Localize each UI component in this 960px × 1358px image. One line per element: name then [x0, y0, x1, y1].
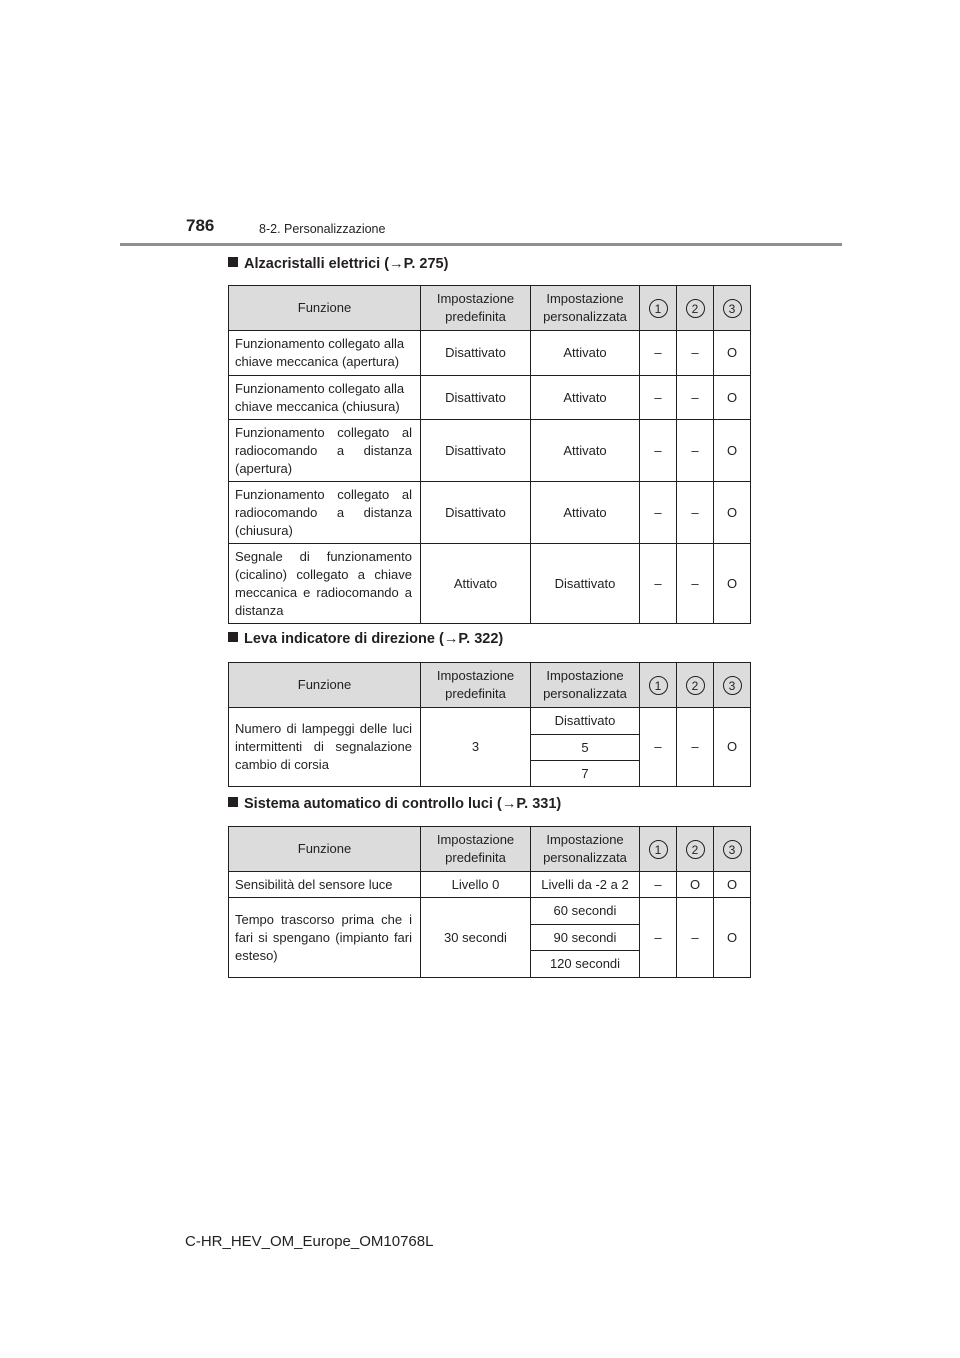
- page-reference[interactable]: P. 322: [458, 631, 499, 647]
- column-header-default: Impostazione predefinita: [421, 827, 531, 872]
- header-divider: [120, 243, 842, 246]
- cell-c2: O: [677, 872, 714, 898]
- section-auto-light-control: [228, 795, 750, 978]
- cell-c1: –: [640, 482, 677, 544]
- table-header-row: [229, 663, 751, 708]
- cell-c3: O: [714, 420, 751, 482]
- cell-function: Sensibilità del sensore luce: [229, 872, 421, 898]
- circled-number-1-icon: 1: [649, 299, 668, 318]
- column-header-1: [640, 827, 677, 872]
- column-header-function: Funzione: [229, 827, 421, 872]
- cell-c2: –: [677, 708, 714, 787]
- table-row: [229, 376, 751, 420]
- circled-number-2-icon: 2: [686, 676, 705, 695]
- cell-custom: 90 secondi: [531, 925, 640, 951]
- column-header-3: [714, 827, 751, 872]
- column-header-2: [677, 286, 714, 331]
- section-turn-signal-lever: [228, 630, 750, 787]
- section-title: Leva indicatore di direzione (→P. 322): [228, 630, 750, 648]
- column-header-2: [677, 827, 714, 872]
- cell-default: Disattivato: [421, 482, 531, 544]
- cell-function: Segnale di funzionamento (cicalino) collegato a chiave meccanica e radiocomando a distanza: [229, 544, 421, 624]
- column-header-3: [714, 286, 751, 331]
- chapter-title: 8-2. Personalizzazione: [259, 222, 386, 236]
- column-header-function: Funzione: [229, 286, 421, 331]
- page-reference[interactable]: P. 331: [516, 796, 557, 812]
- column-header-custom: Impostazione personalizzata: [531, 663, 640, 708]
- column-header-1: [640, 663, 677, 708]
- section-title: Sistema automatico di controllo luci (→P. 331): [228, 795, 750, 813]
- cell-c2: –: [677, 331, 714, 376]
- cell-default: 30 secondi: [421, 898, 531, 978]
- column-header-default: Impostazione predefinita: [421, 663, 531, 708]
- settings-table: [228, 662, 751, 787]
- cell-c3: O: [714, 331, 751, 376]
- cell-custom: Attivato: [531, 482, 640, 544]
- circled-number-1-icon: 1: [649, 676, 668, 695]
- circled-number-2-icon: 2: [686, 840, 705, 859]
- cell-c1: –: [640, 331, 677, 376]
- cell-custom: 7: [531, 761, 640, 787]
- square-bullet-icon: [228, 797, 238, 807]
- column-header-default: Impostazione predefinita: [421, 286, 531, 331]
- column-header-custom: Impostazione personalizzata: [531, 827, 640, 872]
- cell-custom: Livelli da -2 a 2: [531, 872, 640, 898]
- cell-function: Funzionamento collegato alla chiave meccanica (chiusura): [229, 376, 421, 420]
- cell-c2: –: [677, 420, 714, 482]
- cell-c1: –: [640, 544, 677, 624]
- cell-default: 3: [421, 708, 531, 787]
- cell-function: Numero di lampeggi delle luci intermittenti di segnalazione cambio di corsia: [229, 708, 421, 787]
- circled-number-3-icon: 3: [723, 676, 742, 695]
- settings-table: [228, 826, 751, 978]
- cell-function: Funzionamento collegato alla chiave meccanica (apertura): [229, 331, 421, 376]
- section-title: Alzacristalli elettrici (→P. 275): [228, 255, 750, 273]
- arrow-right-icon: →: [443, 631, 459, 647]
- square-bullet-icon: [228, 632, 238, 642]
- cell-custom: Attivato: [531, 331, 640, 376]
- cell-custom: 60 secondi: [531, 898, 640, 925]
- cell-default: Disattivato: [421, 376, 531, 420]
- column-header-3: [714, 663, 751, 708]
- cell-default: Disattivato: [421, 331, 531, 376]
- circled-number-3-icon: 3: [723, 840, 742, 859]
- table-row: [229, 420, 751, 482]
- cell-c2: –: [677, 898, 714, 978]
- cell-function: Funzionamento collegato al radiocomando a distanza (apertura): [229, 420, 421, 482]
- page-reference[interactable]: P. 275: [403, 256, 444, 272]
- cell-custom: 5: [531, 735, 640, 761]
- settings-table: [228, 285, 751, 624]
- cell-c2: –: [677, 482, 714, 544]
- cell-c1: –: [640, 898, 677, 978]
- cell-c3: O: [714, 544, 751, 624]
- cell-c1: –: [640, 420, 677, 482]
- table-row: [229, 544, 751, 624]
- column-header-function: Funzione: [229, 663, 421, 708]
- table-row: [229, 482, 751, 544]
- cell-custom: Disattivato: [531, 544, 640, 624]
- cell-c1: –: [640, 708, 677, 787]
- circled-number-2-icon: 2: [686, 299, 705, 318]
- cell-c1: –: [640, 872, 677, 898]
- page-number: 786: [186, 216, 215, 235]
- arrow-right-icon: →: [389, 256, 404, 272]
- cell-default: Attivato: [421, 544, 531, 624]
- manual-code: C-HR_HEV_OM_Europe_OM10768L: [185, 1233, 434, 1250]
- cell-default: Disattivato: [421, 420, 531, 482]
- cell-custom: Disattivato: [531, 708, 640, 735]
- cell-c3: O: [714, 872, 751, 898]
- table-row: [229, 872, 751, 898]
- cell-c3: O: [714, 482, 751, 544]
- column-header-2: [677, 663, 714, 708]
- table-header-row: [229, 286, 751, 331]
- circled-number-1-icon: 1: [649, 840, 668, 859]
- table-header-row: [229, 827, 751, 872]
- cell-c2: –: [677, 376, 714, 420]
- cell-custom: 120 secondi: [531, 951, 640, 978]
- cell-custom: Attivato: [531, 420, 640, 482]
- cell-custom: Attivato: [531, 376, 640, 420]
- table-row: [229, 898, 751, 925]
- cell-default: Livello 0: [421, 872, 531, 898]
- table-row: [229, 331, 751, 376]
- column-header-1: [640, 286, 677, 331]
- table-row: [229, 708, 751, 735]
- square-bullet-icon: [228, 257, 238, 267]
- cell-c3: O: [714, 708, 751, 787]
- cell-c2: –: [677, 544, 714, 624]
- circled-number-3-icon: 3: [723, 299, 742, 318]
- section-power-windows: [228, 255, 750, 624]
- cell-function: Tempo trascorso prima che i fari si spengano (impianto fari esteso): [229, 898, 421, 978]
- column-header-custom: Impostazione personalizzata: [531, 286, 640, 331]
- cell-c3: O: [714, 898, 751, 978]
- cell-c3: O: [714, 376, 751, 420]
- cell-c1: –: [640, 376, 677, 420]
- arrow-right-icon: →: [501, 796, 517, 812]
- cell-function: Funzionamento collegato al radiocomando a distanza (chiusura): [229, 482, 421, 544]
